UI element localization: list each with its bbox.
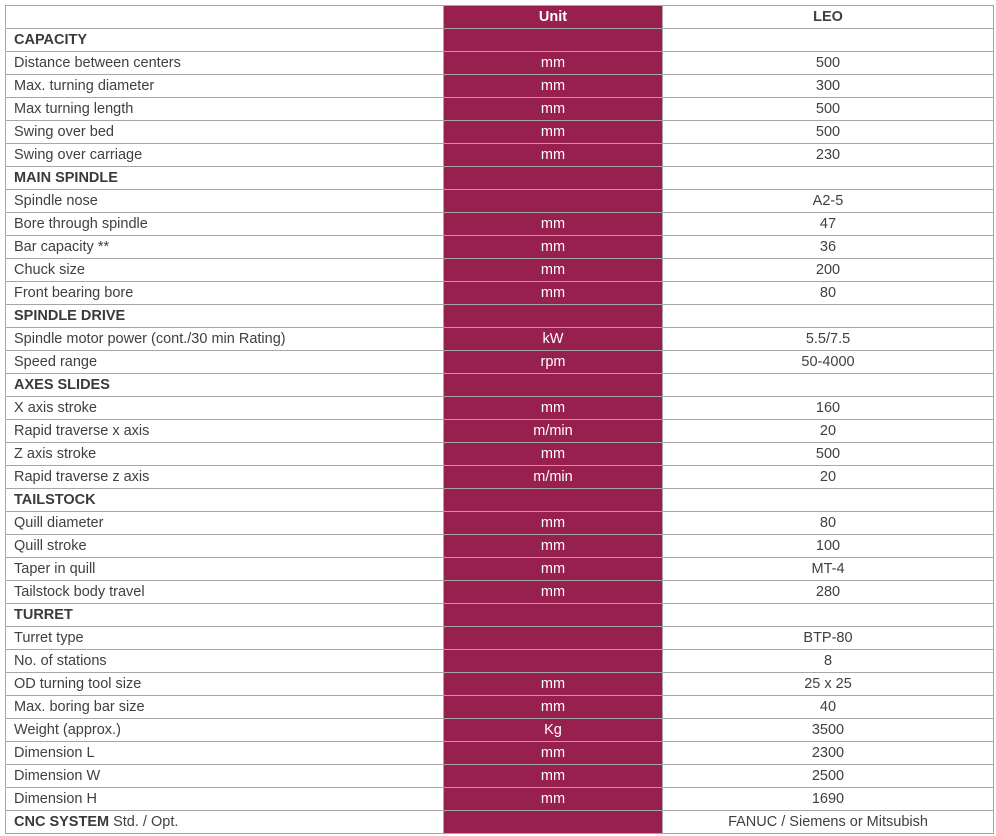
table-row — [6, 213, 994, 236]
header-unit-cell: Unit — [444, 6, 663, 29]
value-cell: FANUC / Siemens or Mitsubish — [663, 811, 994, 834]
cnc-label-strong: CNC SYSTEM — [14, 813, 110, 830]
param-cell: Max. turning diameter — [6, 75, 444, 98]
unit-cell — [444, 489, 663, 512]
param-cell: Dimension L — [6, 742, 444, 765]
unit-cell: mm — [444, 75, 663, 98]
param-cell: Bar capacity ** — [6, 236, 444, 259]
table-row — [6, 466, 994, 489]
table-row — [6, 443, 994, 466]
value-cell: 8 — [663, 650, 994, 673]
param-cell: Rapid traverse x axis — [6, 420, 444, 443]
section-row — [6, 374, 994, 397]
value-cell: 200 — [663, 259, 994, 282]
value-cell: A2-5 — [663, 190, 994, 213]
section-label: MAIN SPINDLE — [6, 167, 444, 190]
unit-cell — [444, 604, 663, 627]
table-row — [6, 236, 994, 259]
unit-cell: mm — [444, 581, 663, 604]
section-row — [6, 167, 994, 190]
unit-cell: kW — [444, 328, 663, 351]
section-row — [6, 305, 994, 328]
unit-cell — [444, 811, 663, 834]
value-cell: 40 — [663, 696, 994, 719]
value-cell: 280 — [663, 581, 994, 604]
value-cell: 80 — [663, 512, 994, 535]
unit-cell: mm — [444, 52, 663, 75]
value-cell — [663, 374, 994, 397]
unit-cell — [444, 305, 663, 328]
param-cell: Spindle motor power (cont./30 min Rating) — [6, 328, 444, 351]
value-cell: 500 — [663, 52, 994, 75]
cnc-label-rest: Std. / Opt. — [109, 813, 179, 830]
value-cell: 300 — [663, 75, 994, 98]
value-cell: 100 — [663, 535, 994, 558]
section-label: CAPACITY — [6, 29, 444, 52]
unit-cell: mm — [444, 558, 663, 581]
value-cell: BTP-80 — [663, 627, 994, 650]
value-cell: 500 — [663, 98, 994, 121]
unit-cell — [444, 190, 663, 213]
section-row — [6, 604, 994, 627]
unit-cell: Kg — [444, 719, 663, 742]
value-cell — [663, 167, 994, 190]
unit-cell — [444, 650, 663, 673]
value-cell — [663, 604, 994, 627]
section-label: TAILSTOCK — [6, 489, 444, 512]
unit-cell: mm — [444, 236, 663, 259]
unit-cell: mm — [444, 282, 663, 305]
table-row — [6, 351, 994, 374]
param-cell: Weight (approx.) — [6, 719, 444, 742]
table-row — [6, 558, 994, 581]
param-cell: Taper in quill — [6, 558, 444, 581]
value-cell: 20 — [663, 466, 994, 489]
param-cell: Swing over carriage — [6, 144, 444, 167]
unit-cell: mm — [444, 121, 663, 144]
param-cell: Max turning length — [6, 98, 444, 121]
table-row — [6, 144, 994, 167]
param-cell: Rapid traverse z axis — [6, 466, 444, 489]
value-cell — [663, 489, 994, 512]
unit-cell: mm — [444, 259, 663, 282]
unit-cell: mm — [444, 696, 663, 719]
param-cell: Max. boring bar size — [6, 696, 444, 719]
value-cell: 160 — [663, 397, 994, 420]
section-label: TURRET — [6, 604, 444, 627]
unit-cell — [444, 374, 663, 397]
table-row — [6, 52, 994, 75]
unit-cell: rpm — [444, 351, 663, 374]
unit-cell: mm — [444, 397, 663, 420]
unit-cell — [444, 627, 663, 650]
table-row — [6, 696, 994, 719]
param-cell — [6, 811, 444, 834]
value-cell: 36 — [663, 236, 994, 259]
header-model-cell: LEO — [663, 6, 994, 29]
table-row — [6, 765, 994, 788]
table-row — [6, 535, 994, 558]
unit-cell — [444, 29, 663, 52]
value-cell: 500 — [663, 443, 994, 466]
unit-cell: mm — [444, 144, 663, 167]
unit-cell: m/min — [444, 466, 663, 489]
param-cell: Quill stroke — [6, 535, 444, 558]
header-param-cell — [6, 6, 444, 29]
param-cell: Front bearing bore — [6, 282, 444, 305]
cnc-system-row — [6, 811, 994, 834]
section-row — [6, 29, 994, 52]
unit-cell: mm — [444, 98, 663, 121]
table-row — [6, 512, 994, 535]
value-cell — [663, 305, 994, 328]
section-label: AXES SLIDES — [6, 374, 444, 397]
param-cell: Dimension H — [6, 788, 444, 811]
param-cell: Swing over bed — [6, 121, 444, 144]
param-cell: No. of stations — [6, 650, 444, 673]
spec-table-body — [6, 6, 994, 834]
spec-table — [5, 5, 994, 834]
param-cell: Speed range — [6, 351, 444, 374]
value-cell: MT-4 — [663, 558, 994, 581]
table-row — [6, 581, 994, 604]
param-cell: Dimension W — [6, 765, 444, 788]
param-cell: X axis stroke — [6, 397, 444, 420]
table-row — [6, 627, 994, 650]
unit-cell: mm — [444, 742, 663, 765]
unit-cell: mm — [444, 535, 663, 558]
table-row — [6, 282, 994, 305]
param-cell: Chuck size — [6, 259, 444, 282]
value-cell: 230 — [663, 144, 994, 167]
table-row — [6, 190, 994, 213]
unit-cell: mm — [444, 788, 663, 811]
unit-cell: mm — [444, 512, 663, 535]
value-cell: 50-4000 — [663, 351, 994, 374]
table-row — [6, 719, 994, 742]
spec-table-container — [5, 5, 993, 834]
param-cell: Spindle nose — [6, 190, 444, 213]
unit-cell: mm — [444, 443, 663, 466]
unit-cell: mm — [444, 213, 663, 236]
param-cell: Quill diameter — [6, 512, 444, 535]
unit-cell: mm — [444, 673, 663, 696]
table-row — [6, 397, 994, 420]
value-cell: 5.5/7.5 — [663, 328, 994, 351]
param-cell: Distance between centers — [6, 52, 444, 75]
param-cell: Turret type — [6, 627, 444, 650]
value-cell: 25 x 25 — [663, 673, 994, 696]
param-cell: OD turning tool size — [6, 673, 444, 696]
table-row — [6, 121, 994, 144]
section-label: SPINDLE DRIVE — [6, 305, 444, 328]
param-cell: Z axis stroke — [6, 443, 444, 466]
table-row — [6, 328, 994, 351]
value-cell: 500 — [663, 121, 994, 144]
unit-cell: m/min — [444, 420, 663, 443]
value-cell: 2300 — [663, 742, 994, 765]
value-cell: 3500 — [663, 719, 994, 742]
section-row — [6, 489, 994, 512]
value-cell — [663, 29, 994, 52]
value-cell: 1690 — [663, 788, 994, 811]
value-cell: 2500 — [663, 765, 994, 788]
value-cell: 80 — [663, 282, 994, 305]
table-header-row — [6, 6, 994, 29]
table-row — [6, 673, 994, 696]
table-row — [6, 75, 994, 98]
param-cell: Bore through spindle — [6, 213, 444, 236]
unit-cell: mm — [444, 765, 663, 788]
table-row — [6, 650, 994, 673]
table-row — [6, 420, 994, 443]
table-row — [6, 742, 994, 765]
table-row — [6, 98, 994, 121]
param-cell: Tailstock body travel — [6, 581, 444, 604]
value-cell: 20 — [663, 420, 994, 443]
value-cell: 47 — [663, 213, 994, 236]
table-row — [6, 259, 994, 282]
unit-cell — [444, 167, 663, 190]
table-row — [6, 788, 994, 811]
